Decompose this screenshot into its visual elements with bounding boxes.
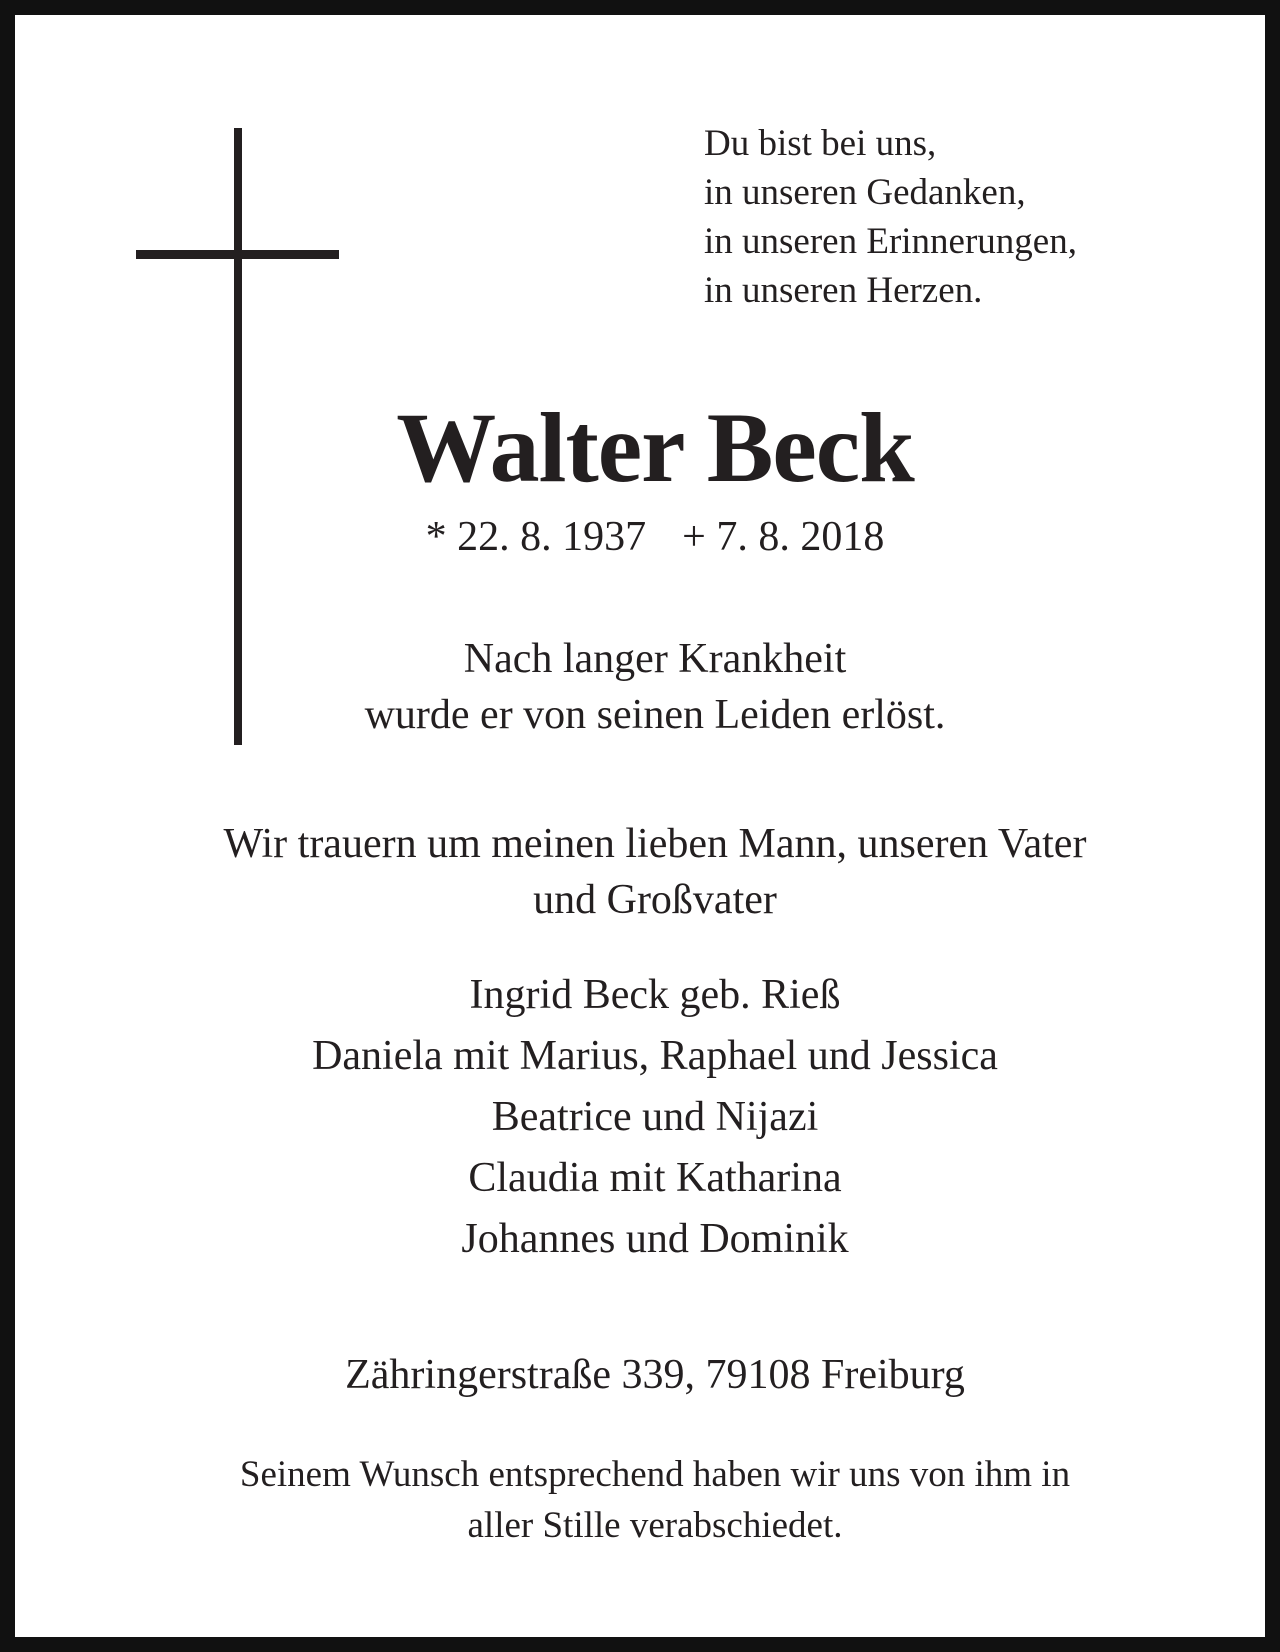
mourning-line: und Großvater	[533, 877, 777, 923]
mourning-line: Wir trauern um meinen lieben Mann, unseren Vater	[223, 821, 1087, 867]
memorial-poem	[704, 119, 1077, 315]
farewell-line: Seinem Wunsch entsprechend haben wir uns von ihm in	[239, 1454, 1071, 1495]
farewell-note	[15, 1449, 1280, 1551]
deceased-name: Walter Beck	[396, 392, 914, 503]
family-member: Beatrice und Nijazi	[491, 1094, 819, 1140]
family-member: Ingrid Beck geb. Rieß	[469, 972, 841, 1018]
illness-line: wurde er von seinen Leiden erlöst.	[364, 692, 946, 738]
farewell-line: aller Stille verabschiedet.	[467, 1505, 843, 1546]
family-member: Claudia mit Katharina	[468, 1155, 842, 1201]
family-list	[15, 965, 1280, 1270]
poem-line: in unseren Erinnerungen,	[704, 221, 1077, 262]
poem-line: in unseren Gedanken,	[704, 172, 1026, 213]
cross-horizontal-bar	[136, 250, 339, 259]
poem-line: Du bist bei uns,	[704, 123, 937, 164]
life-dates	[15, 512, 1280, 562]
birth-date: * 22. 8. 1937	[425, 514, 647, 560]
illness-line: Nach langer Krankheit	[463, 636, 847, 682]
family-member: Johannes und Dominik	[461, 1216, 849, 1262]
family-address: Zähringerstraße 339, 79108 Freiburg	[345, 1352, 965, 1398]
illness-note	[15, 631, 1280, 743]
mourning-statement	[15, 816, 1280, 928]
death-date: + 7. 8. 2018	[682, 514, 885, 560]
poem-line: in unseren Herzen.	[704, 270, 983, 311]
family-member: Daniela mit Marius, Raphael und Jessica	[312, 1033, 998, 1079]
